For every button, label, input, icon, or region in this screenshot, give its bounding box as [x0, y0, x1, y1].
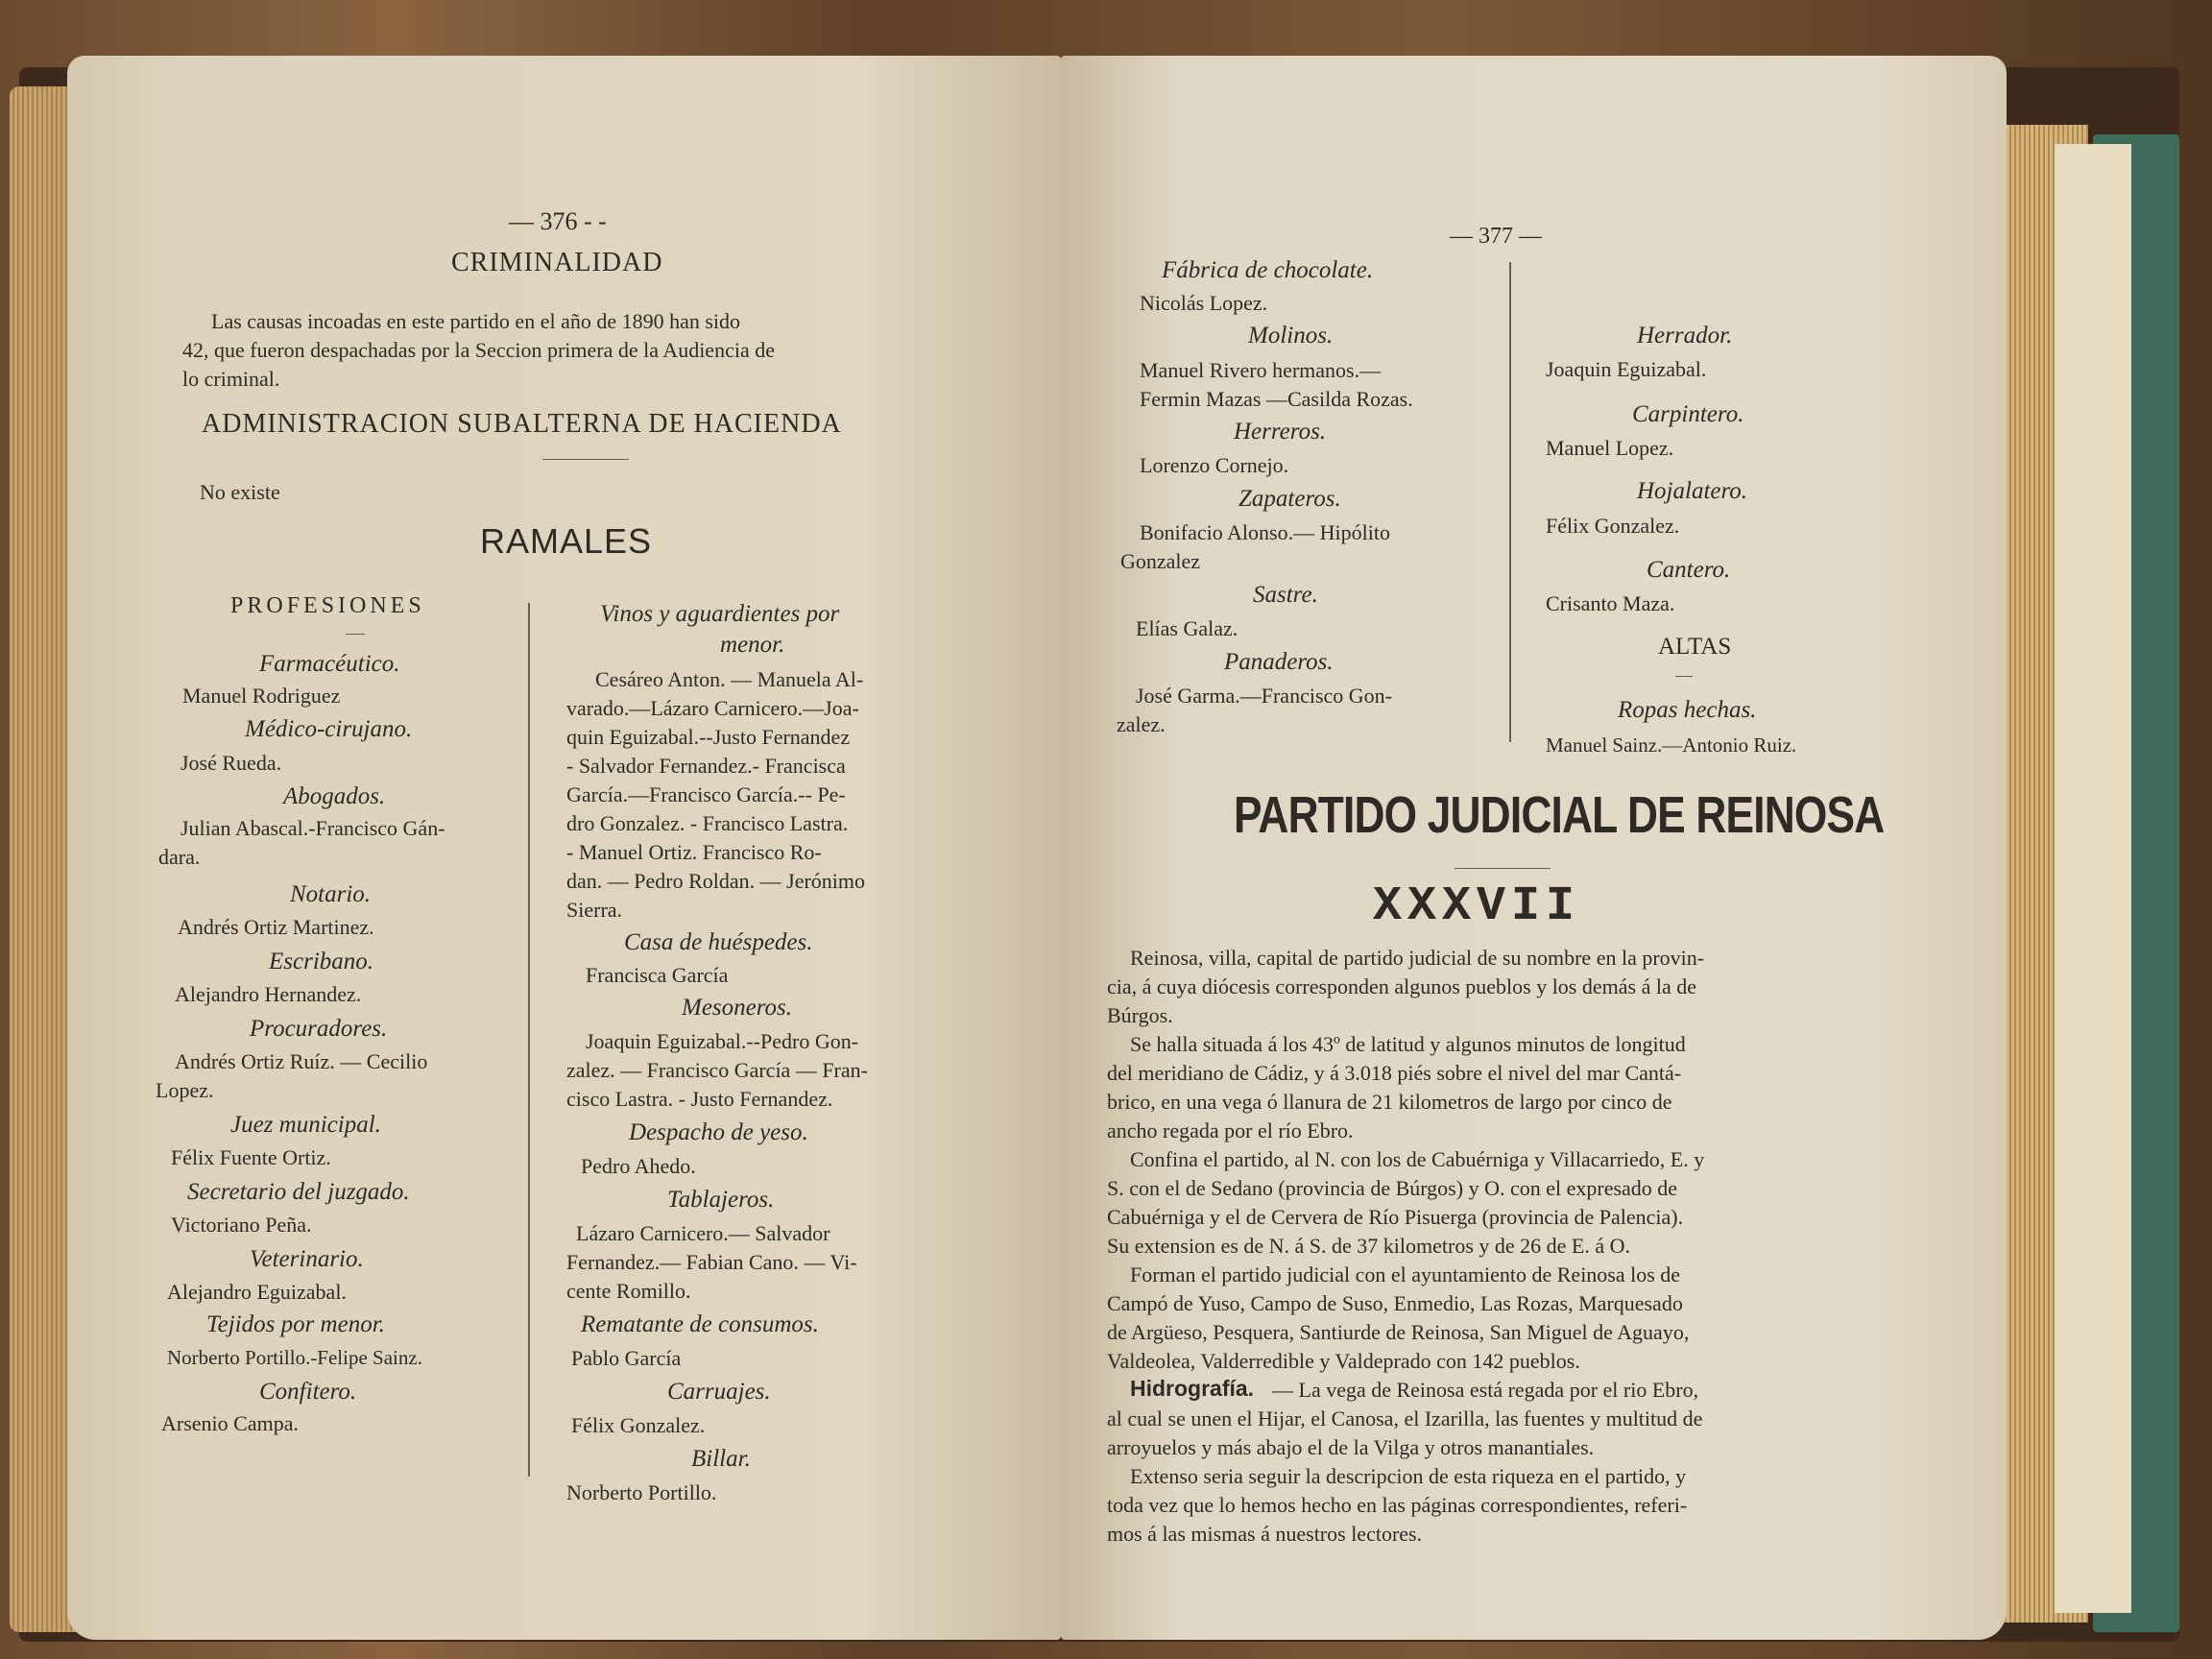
section-line: Manuel Rivero hermanos.—	[1140, 358, 1382, 382]
section-line: zalez. — Francisco García — Fran-	[566, 1058, 868, 1082]
section-line: José Garma.—Francisco Gon-	[1136, 684, 1392, 708]
section-heading: Escribano.	[269, 949, 374, 974]
paragraph-line: de Argüeso, Pesquera, Santiurde de Reinosa, San Miguel de Aguayo,	[1107, 1320, 1690, 1344]
section-heading: Rematante de consumos.	[581, 1311, 819, 1337]
section-line: Manuel Rodriguez	[182, 684, 341, 708]
altas-title: ALTAS	[1658, 634, 1732, 660]
divider	[1455, 868, 1551, 869]
section-line: Julian Abascal.-Francisco Gán-	[180, 816, 445, 840]
section-heading: Veterinario.	[250, 1246, 364, 1272]
divider	[542, 459, 629, 460]
section-line: Lázaro Carnicero.— Salvador	[576, 1221, 830, 1245]
section-heading: Abogados.	[283, 783, 386, 809]
partido-title: PARTIDO JUDICIAL DE REINOSA	[1234, 786, 1885, 844]
section-line: Alejandro Hernandez.	[175, 982, 362, 1006]
section-line: Elías Galaz.	[1136, 616, 1238, 640]
section-line: Nicolás Lopez.	[1140, 291, 1268, 315]
section-heading: Hojalatero.	[1637, 478, 1748, 504]
section-line: dara.	[158, 845, 201, 869]
section-heading: Carruajes.	[667, 1379, 771, 1405]
section-heading: Herreros.	[1234, 419, 1327, 445]
section-heading: Confitero.	[259, 1379, 357, 1405]
left-page	[67, 56, 1061, 1640]
paragraph-line: Campó de Yuso, Campo de Suso, Enmedio, Las Rozas, Marquesado	[1107, 1291, 1683, 1315]
no-existe-text: No existe	[200, 480, 280, 504]
section-line: zalez.	[1117, 712, 1166, 736]
paragraph-line: cia, á cuya diócesis corresponden algunos pueblos y los demás á la de	[1107, 974, 1696, 998]
ramales-title: RAMALES	[480, 521, 653, 561]
section-heading: Procuradores.	[250, 1016, 388, 1042]
page-number: — 377 —	[1450, 224, 1542, 249]
section-line: quin Eguizabal.--Justo Fernandez	[566, 725, 851, 749]
section-line: Andrés Ortiz Martinez.	[178, 915, 374, 939]
section-heading: Médico-cirujano.	[245, 716, 413, 742]
section-heading: Mesoneros.	[682, 995, 793, 1021]
blank-endpaper	[2055, 144, 2131, 1613]
section-heading: Ropas hechas.	[1618, 697, 1757, 723]
hidrografia-line: al cual se unen el Hijar, el Canosa, el Izarilla, las fuentes y multitud de	[1107, 1407, 1703, 1431]
section-heading: Cantero.	[1647, 557, 1731, 583]
hidrografia-line: — La vega de Reinosa está regada por el rio Ebro,	[1272, 1378, 1699, 1402]
section-line: Andrés Ortiz Ruíz. — Cecilio	[175, 1049, 428, 1073]
section-heading: Zapateros.	[1238, 486, 1341, 512]
section-line: Manuel Sainz.—Antonio Ruiz.	[1546, 733, 1797, 757]
section-line: Pablo García	[571, 1346, 682, 1370]
paragraph-line: Búrgos.	[1107, 1003, 1173, 1027]
section-line: Joaquin Eguizabal.--Pedro Gon-	[586, 1029, 859, 1053]
section-heading: Panaderos.	[1224, 649, 1334, 675]
profesiones-title: PROFESIONES	[230, 593, 425, 618]
paragraph-line: Forman el partido judicial con el ayuntamiento de Reinosa los de	[1130, 1262, 1681, 1286]
section-heading: Sastre.	[1253, 582, 1318, 608]
section-line: Joaquin Eguizabal.	[1546, 357, 1707, 381]
section-line: Victoriano Peña.	[171, 1213, 312, 1237]
section-line: cisco Lastra. - Justo Fernandez.	[566, 1087, 833, 1111]
section-line: - Manuel Ortiz. Francisco Ro-	[566, 840, 822, 864]
section-heading: Farmacéutico.	[259, 651, 400, 677]
paragraph-line: Se halla situada á los 43º de latitud y algunos minutos de longitud	[1130, 1032, 1686, 1056]
paragraph-line: Cabuérniga y el de Cervera de Río Pisuerga (provincia de Palencia).	[1107, 1205, 1684, 1229]
hidrografia-line: mos á las mismas á nuestros lectores.	[1107, 1522, 1423, 1546]
section-heading: Carpintero.	[1632, 401, 1744, 427]
section-line: Gonzalez	[1120, 549, 1201, 573]
section-heading: Herrador.	[1637, 323, 1733, 349]
paragraph-line: S. con el de Sedano (provincia de Búrgos) y O. con el expresado de	[1107, 1176, 1678, 1200]
section-line: Fermin Mazas —Casilda Rozas.	[1140, 387, 1413, 411]
section-heading: Molinos.	[1248, 323, 1334, 349]
section-line: Cesáreo Anton. — Manuela Al-	[595, 667, 864, 691]
page-number: — 376 - -	[509, 207, 607, 235]
section-line: Pedro Ahedo.	[581, 1154, 696, 1178]
paragraph-line: ancho regada por el río Ebro.	[1107, 1118, 1354, 1142]
section-line: José Rueda.	[180, 751, 282, 775]
section-heading: Casa de huéspedes.	[624, 929, 813, 955]
section-line: dro Gonzalez. - Francisco Lastra.	[566, 811, 849, 835]
paragraph-line: Valdeolea, Valderredible y Valdeprado con 142 pueblos.	[1107, 1349, 1580, 1373]
section-line: Lopez.	[156, 1078, 214, 1102]
section-line: Félix Fuente Ortiz.	[171, 1145, 331, 1169]
section-line: Crisanto Maza.	[1546, 591, 1675, 615]
section-heading: Notario.	[290, 881, 372, 907]
section-line: Sierra.	[566, 898, 623, 922]
section-line: Bonifacio Alonso.— Hipólito	[1140, 520, 1390, 544]
hidrografia-line: toda vez que lo hemos hecho en las páginas correspondientes, referi-	[1107, 1493, 1688, 1517]
section-line: Alejandro Eguizabal.	[167, 1280, 347, 1304]
criminalidad-title: CRIMINALIDAD	[451, 248, 663, 277]
column-divider	[528, 603, 530, 1477]
divider	[346, 634, 365, 635]
section-line: Arsenio Campa.	[161, 1411, 299, 1435]
section-line: Norberto Portillo.-Felipe Sainz.	[167, 1346, 422, 1369]
section-heading: Tablajeros.	[667, 1187, 775, 1213]
hidrografia-label: Hidrografía.	[1130, 1376, 1255, 1401]
section-heading: Despacho de yeso.	[629, 1119, 808, 1145]
divider	[1675, 676, 1693, 677]
paragraph-line: Reinosa, villa, capital de partido judicial de su nombre en la provin-	[1130, 946, 1705, 970]
section-line: Félix Gonzalez.	[571, 1413, 706, 1437]
section-line: Francisca García	[586, 963, 729, 987]
section-heading: Vinos y aguardientes por	[600, 601, 840, 627]
hidrografia-line: arroyuelos y más abajo el de la Vilga y otros manantiales.	[1107, 1435, 1595, 1459]
paragraph-line: del meridiano de Cádiz, y á 3.018 piés sobre el nivel del mar Cantá-	[1107, 1061, 1682, 1085]
chapter-numeral: XXXVII	[1373, 879, 1581, 934]
section-line: Norberto Portillo.	[566, 1480, 717, 1504]
section-line: - Salvador Fernandez.- Francisca	[566, 754, 846, 778]
section-line: García.—Francisco García.-- Pe-	[566, 782, 846, 806]
section-heading: Fábrica de chocolate.	[1162, 257, 1374, 283]
right-page	[1061, 56, 2007, 1640]
section-heading: Tejidos por menor.	[206, 1311, 385, 1337]
section-heading: Juez municipal.	[230, 1112, 381, 1138]
section-line: dan. — Pedro Roldan. — Jerónimo	[566, 869, 866, 893]
paragraph-line: brico, en una vega ó llanura de 21 kilometros de largo por cinco de	[1107, 1090, 1672, 1114]
section-line: cente Romillo.	[566, 1279, 691, 1303]
section-heading: Billar.	[691, 1446, 751, 1472]
criminalidad-line-1: Las causas incoadas en este partido en el año de 1890 han sido	[211, 309, 741, 333]
paragraph-line: Confina el partido, al N. con los de Cabuérniga y Villacarriedo, E. y	[1130, 1147, 1705, 1171]
section-line: Fernandez.— Fabian Cano. — Vi-	[566, 1250, 857, 1274]
column-divider	[1509, 262, 1511, 742]
criminalidad-line-2: 42, que fueron despachadas por la Seccion primera de la Audiencia de	[182, 338, 775, 362]
hidrografia-line: Extenso seria seguir la descripcion de esta riqueza en el partido, y	[1130, 1464, 1687, 1488]
section-line: varado.—Lázaro Carnicero.—Joa-	[566, 696, 859, 720]
paragraph-line: Su extension es de N. á S. de 37 kilometros y de 26 de E. á O.	[1107, 1234, 1631, 1258]
section-heading: Secretario del juzgado.	[187, 1179, 410, 1205]
section-line: Félix Gonzalez.	[1546, 514, 1680, 538]
section-heading: menor.	[720, 632, 785, 658]
administracion-title: ADMINISTRACION SUBALTERNA DE HACIENDA	[202, 409, 842, 439]
section-line: Manuel Lopez.	[1546, 436, 1674, 460]
section-line: Lorenzo Cornejo.	[1140, 453, 1289, 477]
criminalidad-line-3: lo criminal.	[182, 367, 280, 391]
